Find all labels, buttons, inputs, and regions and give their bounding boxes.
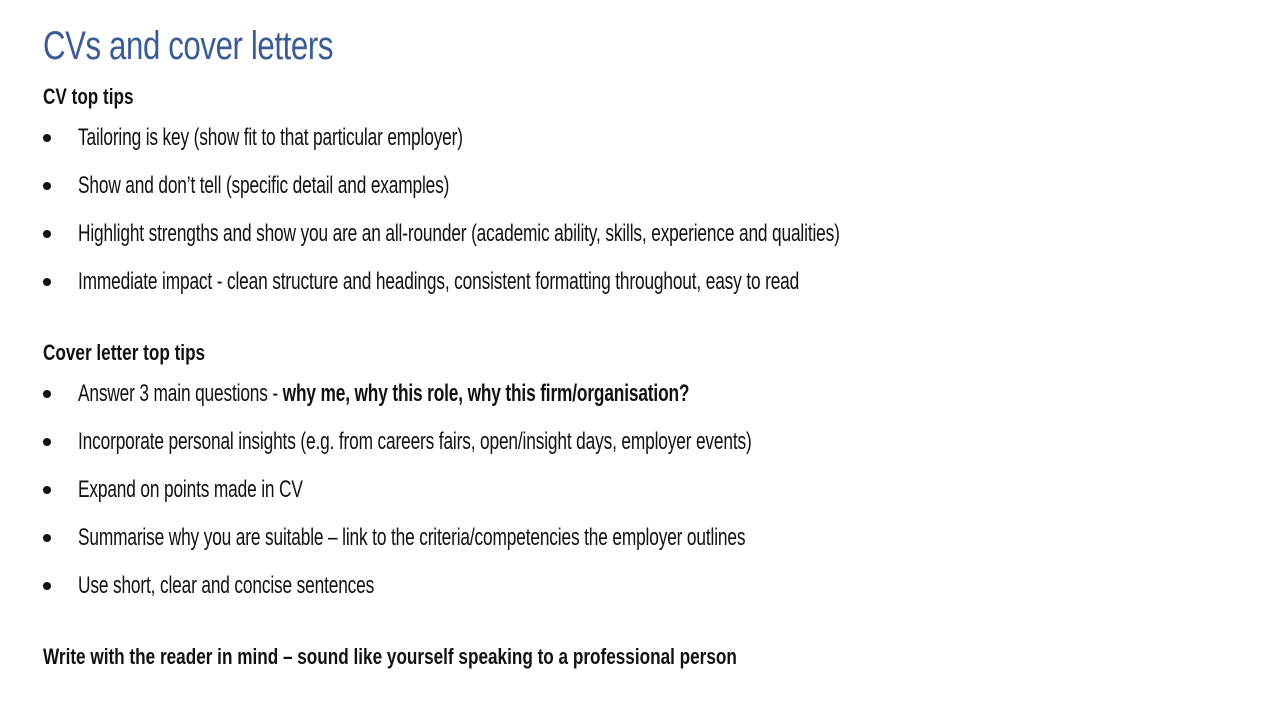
bullet-icon (43, 278, 51, 286)
cover-tip-text (78, 379, 689, 409)
bullet-icon (43, 438, 51, 446)
bullet-icon (43, 390, 51, 398)
cv-tip-text: Tailoring is key (show fit to that particular employer) (78, 124, 463, 151)
closing-statement: Write with the reader in mind – sound like yourself speaking to a professional person (43, 644, 737, 669)
cv-tips-section (43, 84, 159, 110)
cover-tip-text: Use short, clear and concise sentences (78, 572, 375, 599)
cover-tip-text: Expand on points made in CV (78, 476, 303, 503)
list-item (43, 114, 1243, 162)
cover-tip-prefix: Answer 3 main questions - (78, 380, 283, 407)
bullet-icon (43, 182, 51, 190)
bullet-icon (43, 134, 51, 142)
cover-tip-text: Incorporate personal insights (e.g. from careers fairs, open/insight days, employer events) (78, 428, 752, 455)
cv-tip-text: Show and don’t tell (specific detail and examples) (78, 172, 450, 199)
cover-tip-bold-questions: why me, why this role, why this firm/organisation? (282, 380, 690, 407)
cv-tip-text: Highlight strengths and show you are an all-rounder (academic ability, skills, experience and qualities) (78, 220, 840, 247)
list-item (43, 162, 1243, 210)
bullet-icon (43, 582, 51, 590)
cover-tip-text: Summarise why you are suitable – link to the criteria/competencies the employer outlines (78, 524, 746, 551)
cv-tips-list (43, 114, 1243, 306)
list-item (43, 514, 1243, 562)
bullet-icon (43, 534, 51, 542)
cover-letter-tips-section (43, 340, 251, 366)
cv-tip-text: Immediate impact - clean structure and headings, consistent formatting throughout, easy to read (78, 268, 800, 295)
list-item (43, 562, 1243, 610)
cover-letter-tips-heading: Cover letter top tips (43, 340, 206, 365)
slide-title: CVs and cover letters (43, 24, 334, 68)
cover-letter-tips-list (43, 370, 1243, 610)
list-item (43, 418, 1243, 466)
bullet-icon (43, 486, 51, 494)
list-item (43, 210, 1243, 258)
cv-tips-heading: CV top tips (43, 84, 134, 109)
list-item (43, 370, 1243, 418)
list-item (43, 258, 1243, 306)
list-item (43, 466, 1243, 514)
bullet-icon (43, 230, 51, 238)
